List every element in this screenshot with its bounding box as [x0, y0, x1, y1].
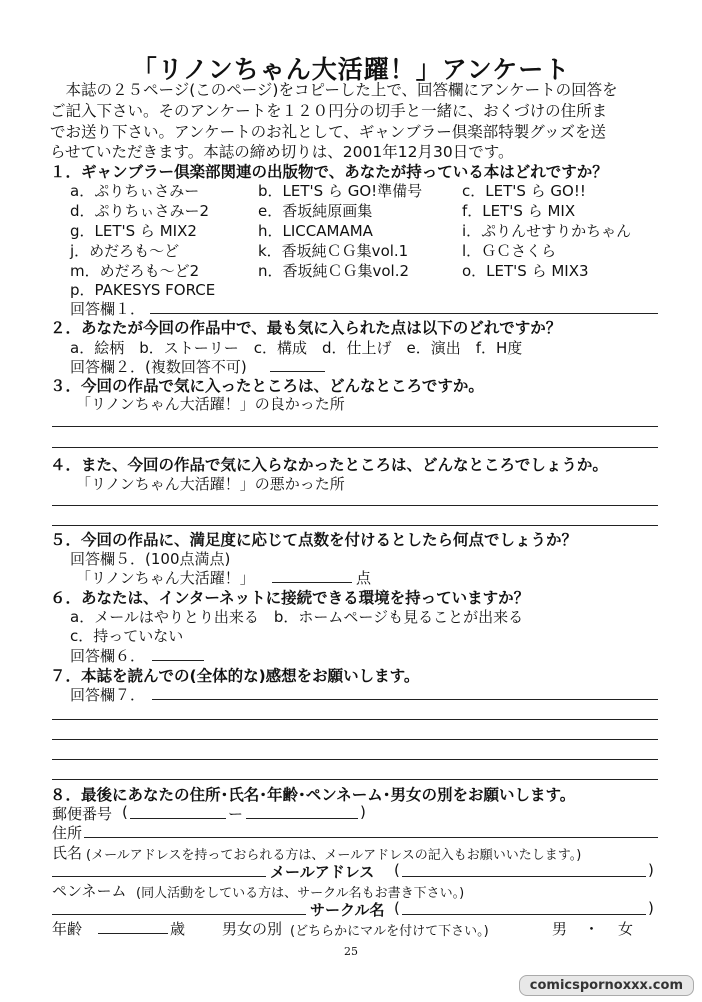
question-3: ３．今回の作品で気に入ったところは、どんなところですか。	[50, 377, 484, 395]
q7-answer-line-5[interactable]	[52, 779, 658, 780]
age-label: 年齢	[52, 920, 83, 938]
name-label: 氏名	[52, 844, 83, 862]
age-line[interactable]	[98, 933, 168, 934]
age-unit: 歳	[170, 920, 186, 938]
q1-option-j: j．めだろも～ど	[70, 242, 180, 260]
q6-answer-line[interactable]	[152, 660, 204, 661]
q2-answer-label: 回答欄２．(複数回答不可)	[70, 358, 247, 376]
q5-answer-label: 回答欄５．(100点満点)	[70, 550, 231, 568]
q7-answer-label: 回答欄７．	[70, 686, 146, 704]
page-title: 「リノンちゃん大活躍！」アンケート	[131, 55, 571, 84]
page-number: 25	[344, 945, 358, 958]
q1-option-l: l．ＧＣさくら	[462, 242, 557, 260]
circle-close-paren: )	[648, 899, 654, 917]
name-line[interactable]	[52, 876, 266, 877]
q7-answer-line-3[interactable]	[52, 739, 658, 740]
postal-close-paren: )	[360, 803, 366, 821]
intro-line-4: らせていただきます。本誌の締め切りは、2001年12月30日です。	[50, 143, 514, 161]
q1-option-f: f．LET'S ら MIX	[462, 202, 576, 220]
q5-score-line[interactable]	[272, 582, 352, 583]
gender-female[interactable]: 女	[618, 920, 634, 938]
postal-open-paren: (	[122, 803, 128, 821]
postal-first-line[interactable]	[130, 818, 226, 819]
q3-answer-line-2[interactable]	[52, 447, 658, 448]
question-2: ２．あなたが今回の作品中で、最も気に入られた点は以下のどれですか？	[50, 319, 562, 337]
address-line[interactable]	[84, 837, 658, 838]
q1-option-e: e．香坂純原画集	[258, 202, 373, 220]
q1-option-m: m．めだろも～ど2	[70, 262, 200, 280]
intro-line-3: でお送り下さい。アンケートのお礼として、ギャンブラー倶楽部特製グッズを送	[50, 123, 606, 141]
q6-options-ab: a．メールはやりとり出来る b．ホームページも見ることが出来る	[70, 608, 524, 626]
q1-answer-label: 回答欄１．	[70, 300, 146, 318]
q1-option-k: k．香坂純ＣＧ集vol.1	[258, 242, 409, 260]
name-note: (メールアドレスを持っておられる方は、メールアドレスの記入もお願いいたします。)	[86, 848, 582, 863]
gender-label: 男女の別	[222, 920, 283, 938]
q5-subtitle: 「リノンちゃん大活躍！」	[76, 569, 255, 587]
q2-options: a．絵柄 b．ストーリー c．構成 d．仕上げ e．演出 f．H度	[70, 339, 523, 357]
q1-option-b: b．LET'S ら GO!準備号	[258, 182, 423, 200]
q6-option-c: c．持っていない	[70, 627, 184, 645]
gender-male[interactable]: 男	[552, 920, 568, 938]
email-open-paren: (	[394, 861, 400, 879]
postal-second-line[interactable]	[246, 818, 358, 819]
q1-answer-line[interactable]	[150, 313, 658, 314]
q3-answer-line-1[interactable]	[52, 426, 658, 427]
circle-line[interactable]	[402, 914, 646, 915]
q1-option-o: o．LET'S ら MIX3	[462, 262, 589, 280]
q5-unit: 点	[356, 569, 372, 587]
penname-line[interactable]	[52, 914, 306, 915]
watermark-badge: comicspornoxxx.com	[519, 975, 694, 996]
q6-answer-label: 回答欄６．	[70, 647, 146, 665]
intro-line-2: ご記入下さい。そのアンケートを１２０円分の切手と一緒に、おくづけの住所ま	[50, 102, 608, 120]
question-8: ８．最後にあなたの住所･氏名･年齢･ペンネーム･男女の別をお願いします。	[50, 786, 576, 804]
q7-answer-line-2[interactable]	[52, 719, 658, 720]
email-label: メールアドレス	[270, 863, 375, 881]
address-label: 住所	[52, 824, 83, 842]
intro-line-1: 本誌の２５ページ(このページ)をコピーした上で、回答欄にアンケートの回答を	[50, 81, 618, 99]
question-1: １．ギャンブラー倶楽部関連の出版物で、あなたが持っている本はどれですか？	[50, 163, 608, 181]
penname-note: (同人活動をしている方は、サークル名もお書き下さい。)	[136, 886, 465, 901]
q4-answer-line-2[interactable]	[52, 525, 658, 526]
q1-option-n: n．香坂純ＣＧ集vol.2	[258, 262, 410, 280]
q4-answer-line-1[interactable]	[52, 505, 658, 506]
email-close-paren: )	[648, 861, 654, 879]
q3-subtitle: 「リノンちゃん大活躍！」の良かった所	[76, 395, 345, 413]
q1-option-c: c．LET'S ら GO!!	[462, 182, 586, 200]
question-7: ７．本誌を読んでの(全体的な)感想をお願いします。	[50, 667, 420, 685]
gender-note: (どちらかにマルを付けて下さい。)	[290, 924, 489, 939]
gender-separator: ・	[584, 920, 600, 938]
q1-option-i: i．ぷりんせすりかちゃん	[462, 222, 632, 240]
circle-label: サークル名	[310, 901, 385, 919]
circle-open-paren: (	[394, 899, 400, 917]
postal-label: 郵便番号	[52, 805, 113, 823]
penname-label: ペンネーム	[52, 882, 127, 900]
postal-dash: ー	[228, 805, 244, 823]
q2-answer-line[interactable]	[270, 371, 325, 372]
q7-answer-line-1[interactable]	[152, 699, 658, 700]
question-6: ６．あなたは、インターネットに接続できる環境を持っていますか？	[50, 589, 530, 607]
q7-answer-line-4[interactable]	[52, 759, 658, 760]
q1-option-d: d．ぷりちぃさみー2	[70, 202, 210, 220]
q1-option-p: p．PAKESYS FORCE	[70, 281, 216, 299]
q4-subtitle: 「リノンちゃん大活躍！」の悪かった所	[76, 475, 345, 493]
q1-option-g: g．LET'S ら MIX2	[70, 222, 197, 240]
q1-option-h: h．LICCAMAMA	[258, 222, 373, 240]
question-5: ５．今回の作品に、満足度に応じて点数を付けるとしたら何点でしょうか？	[50, 531, 578, 549]
email-line[interactable]	[402, 876, 646, 877]
question-4: ４．また、今回の作品で気に入らなかったところは、どんなところでしょうか。	[50, 456, 608, 474]
q1-option-a: a．ぷりちぃさみー	[70, 182, 200, 200]
